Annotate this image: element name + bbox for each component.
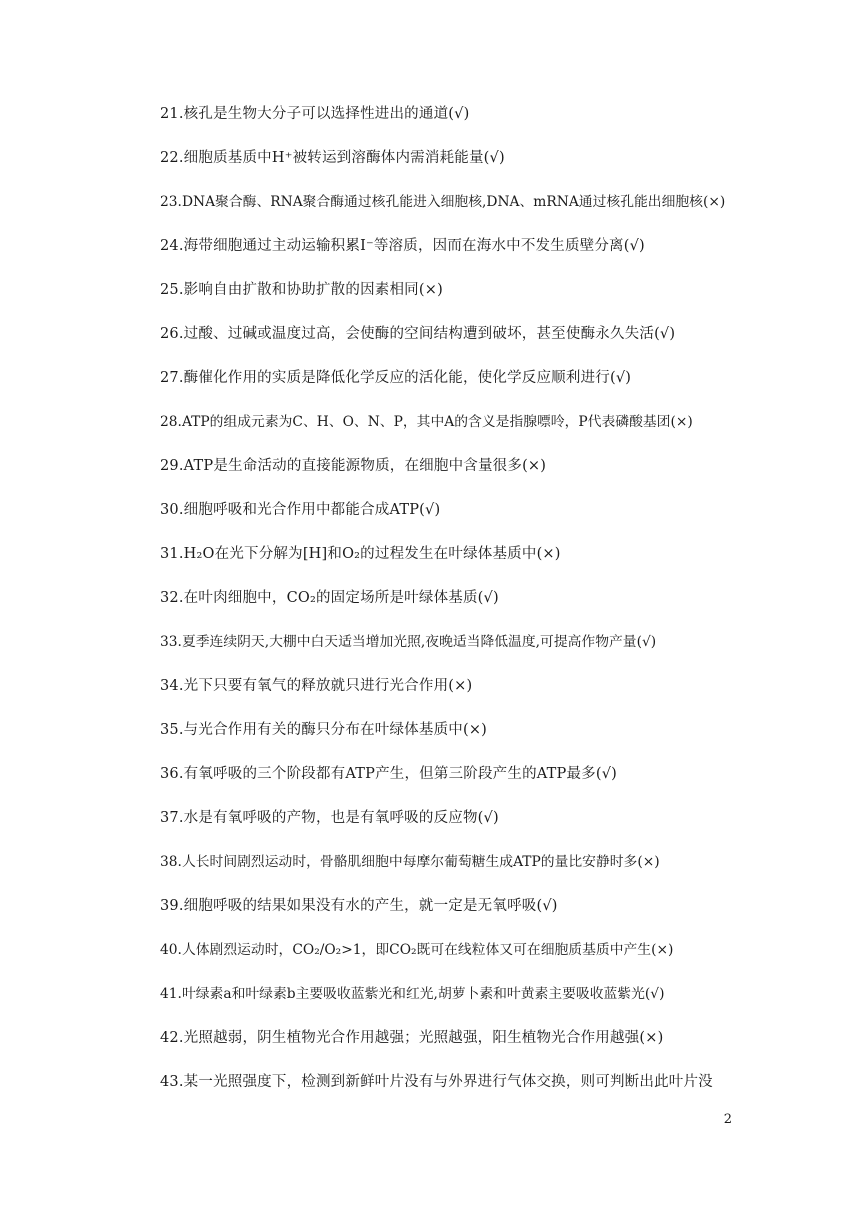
list-item: 30.细胞呼吸和光合作用中都能合成ATP(√): [160, 502, 441, 518]
list-item: 26.过酸、过碱或温度过高，会使酶的空间结构遭到破坏，甚至使酶永久失活(√): [160, 326, 676, 342]
list-item: 36.有氧呼吸的三个阶段都有ATP产生，但第三阶段产生的ATP最多(√): [160, 766, 618, 782]
list-item: 25.影响自由扩散和协助扩散的因素相同(×): [160, 282, 443, 298]
list-item: 23.DNA聚合酶、RNA聚合酶通过核孔能进入细胞核,DNA、mRNA通过核孔能出细胞核(×): [160, 194, 726, 210]
list-item: 33.夏季连续阴天,大棚中白天适当增加光照,夜晚适当降低温度,可提高作物产量(√): [160, 634, 657, 650]
list-item: 37.水是有氧呼吸的产物，也是有氧呼吸的反应物(√): [160, 810, 499, 826]
statement-list: [160, 100, 740, 1112]
page-number: 2: [723, 1112, 732, 1127]
list-item: 40.人体剧烈运动时，CO₂/O₂>1，即CO₂既可在线粒体又可在细胞质基质中产生(×): [160, 942, 674, 958]
list-item: 28.ATP的组成元素为C、H、O、N、P，其中A的含义是指腺嘌呤，P代表磷酸基团(×): [160, 414, 693, 430]
list-item: 41.叶绿素a和叶绿素b主要吸收蓝紫光和红光,胡萝卜素和叶黄素主要吸收蓝紫光(√): [160, 986, 665, 1002]
list-item: 22.细胞质基质中H⁺被转运到溶酶体内需消耗能量(√): [160, 150, 505, 166]
list-item: 35.与光合作用有关的酶只分布在叶绿体基质中(×): [160, 722, 488, 738]
list-item: 42.光照越弱，阴生植物光合作用越强；光照越强，阳生植物光合作用越强(×): [160, 1030, 664, 1046]
list-item: 29.ATP是生命活动的直接能源物质，在细胞中含量很多(×): [160, 458, 547, 474]
list-item: 27.酶催化作用的实质是降低化学反应的活化能，使化学反应顺利进行(√): [160, 370, 632, 386]
list-item: 34.光下只要有氧气的释放就只进行光合作用(×): [160, 678, 473, 694]
list-item: 32.在叶肉细胞中，CO₂的固定场所是叶绿体基质(√): [160, 590, 499, 606]
list-item: 31.H₂O在光下分解为[H]和O₂的过程发生在叶绿体基质中(×): [160, 546, 561, 562]
list-item: 39.细胞呼吸的结果如果没有水的产生，就一定是无氧呼吸(√): [160, 898, 558, 914]
list-item: 24.海带细胞通过主动运输积累I⁻等溶质，因而在海水中不发生质壁分离(√): [160, 238, 645, 254]
list-item: 43.某一光照强度下，检测到新鲜叶片没有与外界进行气体交换，则可判断出此叶片没: [160, 1074, 713, 1090]
list-item: 38.人长时间剧烈运动时，骨骼肌细胞中每摩尔葡萄糖生成ATP的量比安静时多(×): [160, 854, 660, 870]
list-item: 21.核孔是生物大分子可以选择性进出的通道(√): [160, 106, 470, 122]
